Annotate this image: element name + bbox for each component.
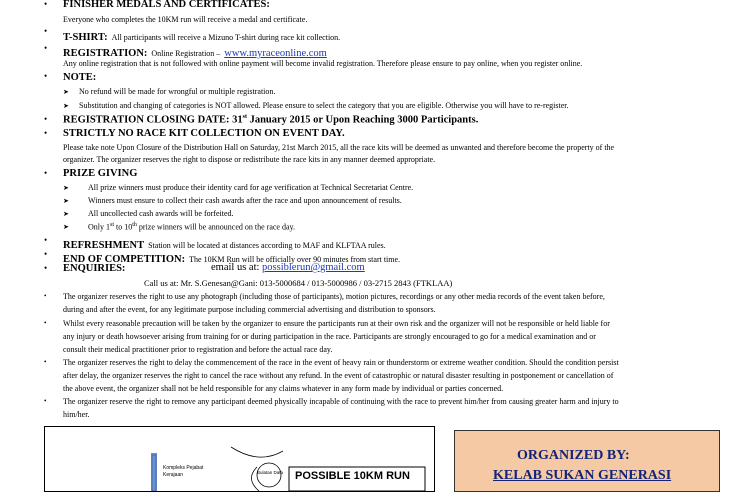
bullet-icon: •	[44, 358, 47, 366]
closing-date-pre: REGISTRATION CLOSING DATE: 31	[63, 114, 243, 126]
enquiries-email-line	[211, 262, 365, 273]
roundabout-icon	[257, 463, 284, 487]
enquiries-email-text: email us at:	[211, 262, 260, 273]
terms-line: consult their medical practitioner prior to registration and before the actual race day.	[63, 345, 333, 354]
prize-item-last	[88, 222, 295, 232]
end-label: END OF COMPETITION:	[63, 254, 186, 265]
bullet-icon: •	[44, 263, 48, 273]
bullet-icon: •	[44, 0, 48, 9]
organizer-heading: ORGANIZED BY:	[517, 448, 630, 463]
arrow-icon: ➤	[63, 88, 69, 96]
bullet-icon: •	[44, 235, 48, 245]
registration-note: Any online registration that is not followed with online payment will become invalid registration. Therefore please ensure to pay online, when you register online.	[63, 59, 583, 68]
kit-text-line: organizer. The organizer reserves the right to dispose or redistribute the race kits in any manner deemed appropriate.	[63, 155, 436, 164]
enquiries-label: ENQUIRIES:	[63, 263, 126, 274]
note-heading: NOTE:	[63, 72, 97, 83]
prize-last-pre: Only 1	[88, 222, 110, 232]
bullet-icon: •	[44, 43, 48, 53]
finisher-text: Everyone who completes the 10KM run will receive a medal and certificate.	[63, 15, 308, 24]
organizer-name: KELAB SUKAN GENERASI	[493, 468, 672, 483]
closing-date-post: January 2015 or Upon Reaching 3000 Participants.	[246, 114, 479, 126]
prize-item: Winners must ensure to collect their cash awards after the race and upon announcement of results.	[88, 196, 402, 205]
prize-last-mid: to 10	[114, 222, 133, 232]
end-text: The 10KM Run will be officially over 90 minutes from start time.	[189, 255, 401, 264]
refreshment-text: Station will be located at distances according to MAF and KLFTAA rules.	[148, 241, 386, 250]
arrow-icon: ➤	[63, 184, 69, 192]
building-label: Kerajaan	[163, 472, 184, 478]
kit-text-line: Please take note Upon Closure of the Distribution Hall on Saturday, 21st March 2015, all the race kits will be deemed as unwanted and therefore become the property of the	[63, 143, 615, 152]
bullet-icon: •	[44, 249, 48, 259]
prize-last-post: prize winners will be announced on the race day.	[136, 222, 296, 232]
tshirt-text: All participants will receive a Mizuno T-shirt during race kit collection.	[111, 33, 341, 42]
prize-heading: PRIZE GIVING	[63, 168, 138, 179]
bullet-icon: •	[44, 128, 48, 138]
note-item: No refund will be made for wrongful or multiple registration.	[79, 87, 276, 96]
enquiries-call: Call us at: Mr. S.Genesan@Gani: 013-5000684 / 013-5000986 / 03-2715 2843 (FTKLAA)	[144, 278, 453, 288]
terms-line: during and after the event, for any legitimate purpose including commercial advertising and distribution to sponsors.	[63, 305, 436, 314]
prize-item: All prize winners must produce their identity card for age verification at Technical Secretariat Centre.	[88, 183, 414, 192]
terms-line: The organizer reserves the right to use any photograph (including those of participants), motion pictures, recordings or any other media records of the event taken before,	[63, 292, 605, 301]
prize-last-sup1: st	[110, 222, 115, 228]
registration-text: Online Registration –	[151, 49, 221, 58]
terms-line: any injury or death howsoever arising from training for or during participation in the race. Participants are strongly encouraged to go for a medical examination and or	[63, 332, 596, 341]
roundabout-label: Bulatan Data	[257, 470, 284, 475]
terms-line: the above event, the organizer shall not be held responsible for any claims whatever in any form made by individual or parties concerned.	[63, 384, 504, 393]
building-label: Kompleks Pejabat	[163, 465, 204, 471]
arrow-icon: ➤	[63, 197, 69, 205]
prize-item: All uncollected cash awards will be forfeited.	[88, 209, 234, 218]
terms-line: The organizer reserve the right to remove any participant deemed physically incapable of continuing with the race to prevent him/her from causing greater harm and injury to	[63, 397, 619, 406]
bullet-icon: •	[44, 319, 47, 327]
closing-date	[63, 114, 478, 126]
tshirt-label: T-SHIRT:	[63, 32, 108, 43]
arrow-icon: ➤	[63, 210, 69, 218]
route-map	[44, 426, 435, 492]
organizer-box	[454, 430, 720, 492]
terms-line: Whilst every reasonable precaution will be taken by the organizer to ensure the participants run at their own risk and the organizer will not be responsible or held liable for	[63, 319, 610, 328]
prize-last-sup2: th	[132, 222, 137, 228]
finisher-heading: FINISHER MEDALS AND CERTIFICATES:	[63, 0, 270, 10]
road-line	[231, 447, 283, 457]
bullet-icon: •	[44, 114, 48, 124]
refreshment-label: REFRESHMENT	[63, 240, 145, 251]
registration-link[interactable]: www.myraceonline.com	[224, 48, 327, 59]
note-item: Substitution and changing of categories is NOT allowed. Please ensure to select the category that you are eligible. Otherwise you will have to re-register.	[79, 101, 569, 110]
route-title: POSSIBLE 10KM RUN	[295, 470, 410, 482]
registration-label: REGISTRATION:	[63, 48, 148, 59]
bullet-icon: •	[44, 397, 47, 405]
kit-heading: STRICTLY NO RACE KIT COLLECTION ON EVENT DAY.	[63, 128, 345, 139]
terms-line: after delay, the organizer reserves the right to cancel the race without any refund. In the event of catastrophic or natural disaster resulting in postponement or cancellation of	[63, 371, 614, 380]
closing-date-sup: st	[242, 114, 247, 120]
terms-line: The organizer reserves the right to delay the commencement of the race in the event of heavy rain or thunderstorm or extreme weather condition. Should the condition persist	[63, 358, 619, 367]
terms-line: him/her.	[63, 410, 90, 419]
bullet-icon: •	[44, 292, 47, 300]
arrow-icon: ➤	[63, 223, 69, 231]
arrow-icon: ➤	[63, 102, 69, 110]
bullet-icon: •	[44, 26, 48, 36]
enquiries-email-link[interactable]: possiblerun@gmail.com	[262, 262, 365, 273]
bullet-icon: •	[44, 168, 48, 178]
bullet-icon: •	[44, 71, 48, 81]
